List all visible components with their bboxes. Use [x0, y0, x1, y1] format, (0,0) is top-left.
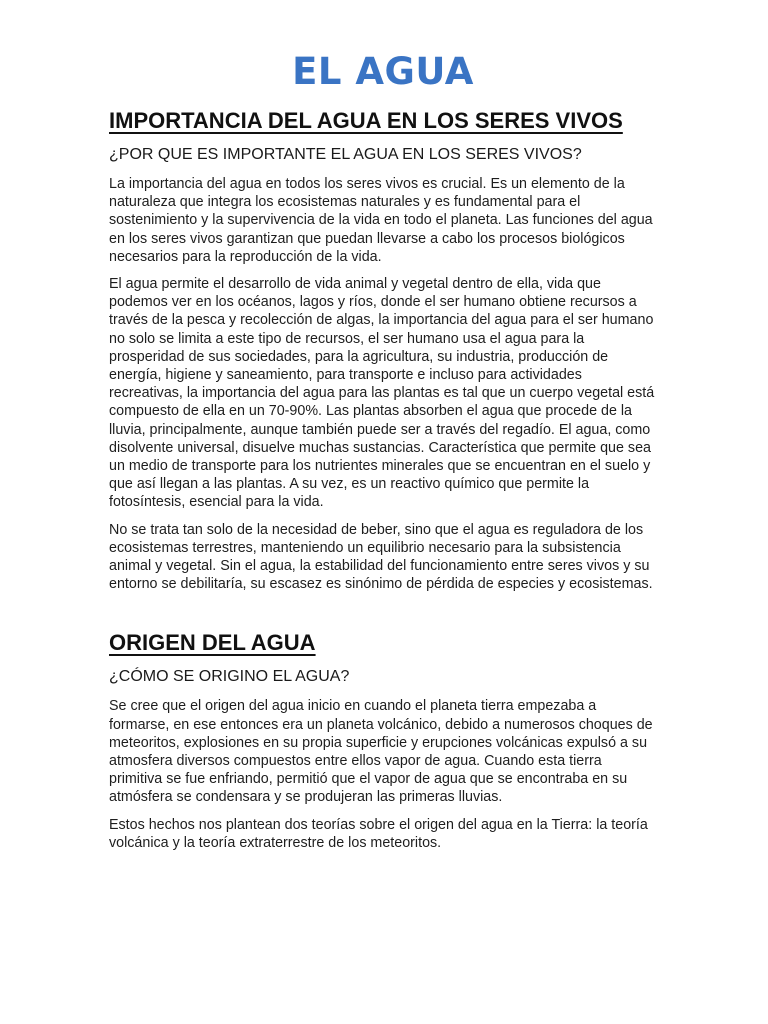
document-title: EL AGUA [292, 50, 474, 93]
section-question: ¿CÓMO SE ORIGINO EL AGUA? [109, 668, 350, 686]
paragraph: El agua permite el desarrollo de vida animal y vegetal dentro de ella, vida que podemos ver en los océanos, lagos y ríos, donde el ser humano obtiene recursos a través de la pesca y recolección de algas, la importancia del agua para el ser humano no solo se limita a este tipo de recursos, el ser humano usa el agua para la prosperidad de sus sociedades, para la agricultura, su industria, producción de energía, higiene y saneamiento, para transporte e incluso para actividades recreativas, la importancia del agua para las plantas es tal que un cuerpo vegetal está compuesto de ella en un 70-90%. Las plantas absorben el agua que procede de la lluvia, principalmente, aunque también puede ser a través del regadío. El agua, como disolvente universal, disuelve muchas sustancias. Característica que permite que sea un medio de transporte para los nutrientes minerales que se encuentran en el suelo y que así llegan a las plantas. A su vez, es un reactivo químico que permite la fotosíntesis, esencial para la vida. [109, 276, 655, 511]
paragraph: La importancia del agua en todos los seres vivos es crucial. Es un elemento de la naturaleza que integra los ecosistemas naturales y es fundamental para el sostenimiento y la supervivencia de la vida en todo el planeta. Las funciones del agua en los seres vivos garantizan que puedan llevarse a cabo los procesos biológicos necesarios para la reproducción de la vida. [109, 176, 653, 265]
section-heading: ORIGEN DEL AGUA [109, 630, 316, 656]
paragraph: Se cree que el origen del agua inicio en cuando el planeta tierra empezaba a formarse, en ese entonces era un planeta volcánico, debido a numerosos choques de meteoritos, explosiones en su propia superficie y erupciones volcánicas expulsó a su atmosfera diversos compuestos entre ellos vapor de agua. Cuando esta tierra primitiva se fue enfriando, permitió que el vapor de agua que se encontraba en su atmósfera se condensara y se produjeran las primeras lluvias. [109, 698, 653, 806]
section-question: ¿POR QUE ES IMPORTANTE EL AGUA EN LOS SERES VIVOS? [109, 146, 582, 163]
document-page [109, 48, 657, 861]
section-importancia [109, 107, 657, 593]
paragraph: Estos hechos nos plantean dos teorías sobre el origen del agua en la Tierra: la teoría volcánica y la teoría extraterrestre de los meteoritos. [109, 816, 648, 851]
section-heading: IMPORTANCIA DEL AGUA EN LOS SERES VIVOS [109, 108, 623, 133]
section-origen [109, 629, 657, 852]
paragraph: No se trata tan solo de la necesidad de beber, sino que el agua es reguladora de los ecosistemas terrestres, manteniendo un equilibrio necesario para la subsistencia animal y vegetal. Sin el agua, la estabilidad del funcionamiento entre seres vivos y su entorno se debilitaría, su escasez es sinónimo de pérdida de especies y ecosistemas. [109, 521, 653, 593]
